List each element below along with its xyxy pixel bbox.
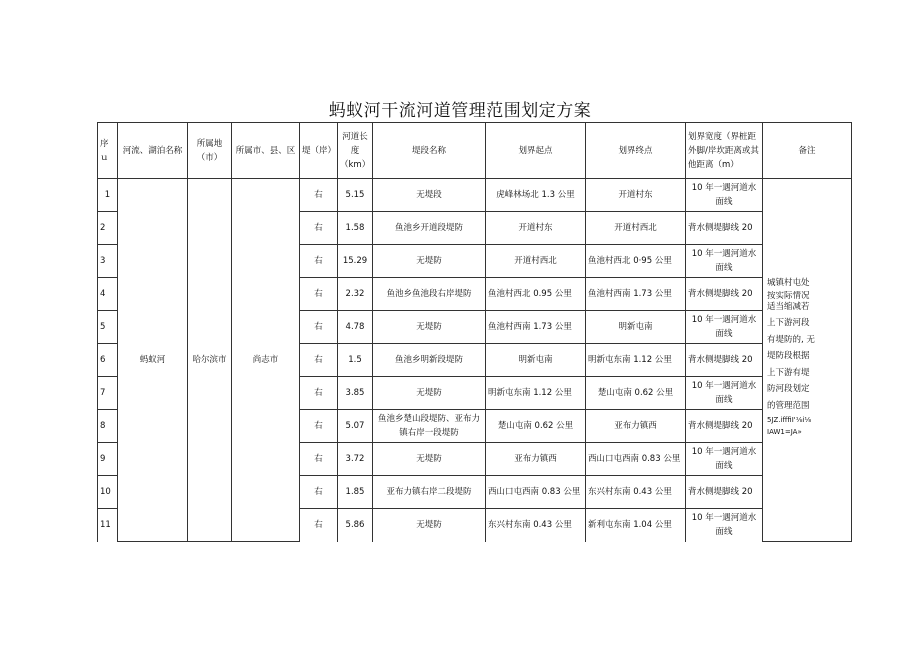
row-width: 背水侧堤脚线 20 [686,278,763,311]
row-end: 新利屯东南 1.04 公里 [586,509,686,542]
remark-line: 上下游有堤 [767,367,810,378]
row-length: 1.5 [338,344,373,377]
row-embankment: 无堤防 [373,443,486,476]
row-seq: 7 [98,377,118,410]
header-county: 所属市、县、区 [232,123,300,179]
row-end: 明新屯南 [586,311,686,344]
row-length: 4.78 [338,311,373,344]
row-end: 西山口屯西南 0.83 公里 [586,443,686,476]
remark-line: IAW1=JA» [767,428,802,436]
row-length: 5.86 [338,509,373,542]
remark-line: 的管理范围 [767,400,810,411]
row-embankment: 鱼池乡开道段堤防 [373,212,486,245]
row-start: 鱼池村西南 1.73 公里 [486,311,586,344]
row-bank: 右 [300,509,338,542]
remark-line: 防河段划定 [767,384,810,394]
row-end: 亚布力镇西 [586,410,686,443]
row-end: 楚山屯南 0.62 公里 [586,377,686,410]
row-length: 3.85 [338,377,373,410]
city-cell: 哈尔滨市 [188,179,232,542]
row-length: 3.72 [338,443,373,476]
row-bank: 右 [300,443,338,476]
row-length: 5.15 [338,179,373,212]
table-row [98,179,852,212]
row-width: 10 年一遇河道水面线 [686,509,763,542]
row-start: 西山口屯西南 0.83 公里 [486,476,586,509]
row-seq: 4 [98,278,118,311]
row-start: 明新屯南 [486,344,586,377]
row-embankment: 鱼池乡明新段堤防 [373,344,486,377]
row-embankment: 无堤防 [373,311,486,344]
row-length: 1.85 [338,476,373,509]
row-bank: 右 [300,245,338,278]
row-bank: 右 [300,212,338,245]
row-start: 楚山屯南 0.62 公里 [486,410,586,443]
row-width: 10 年一遇河道水面线 [686,245,763,278]
row-bank: 右 [300,410,338,443]
row-embankment: 无堤防 [373,245,486,278]
row-start: 明新屯东南 1.12 公里 [486,377,586,410]
row-seq: 9 [98,443,118,476]
row-seq: 11 [98,509,118,542]
remark-line: 堤防段根据 [767,351,810,361]
row-seq: 3 [98,245,118,278]
row-seq: 6 [98,344,118,377]
row-bank: 右 [300,278,338,311]
row-bank: 右 [300,311,338,344]
header-embankment: 堤段名称 [373,123,486,179]
row-length: 1.58 [338,212,373,245]
header-seq: 序ｕ [98,123,118,179]
header-start: 划界起点 [486,123,586,179]
row-seq: 1 [98,179,118,212]
header-bank: 堤（岸） [300,123,338,179]
row-embankment: 鱼池乡楚山段堤防、亚布力镇右岸一段堤防 [373,410,486,443]
row-start: 虎峰林场北 1.3 公里 [486,179,586,212]
row-length: 2.32 [338,278,373,311]
header-city: 所属地（市） [188,123,232,179]
row-bank: 右 [300,476,338,509]
row-length: 5.07 [338,410,373,443]
remark-line: 城镇村屯处 [767,278,810,288]
row-width: 背水侧堤脚线 20 [686,344,763,377]
row-seq: 8 [98,410,118,443]
row-width: 10 年一遇河道水面线 [686,179,763,212]
header-end: 划界终点 [586,123,686,179]
row-end: 鱼池村西北 0·95 公里 [586,245,686,278]
row-start: 鱼池村西北 0.95 公里 [486,278,586,311]
row-embankment: 鱼池乡鱼池段右岸堤防 [373,278,486,311]
table-header-row [98,123,852,179]
row-width: 10 年一遇河道水面线 [686,443,763,476]
row-start: 开道村东 [486,212,586,245]
header-width: 划界宽度（界桩距外脚/岸坎距离或其他距离（m） [686,123,763,179]
row-embankment: 无堤防 [373,377,486,410]
row-end: 鱼池村西南 1.73 公里 [586,278,686,311]
county-cell: 尚志市 [232,179,300,542]
remark-line: 5JZ.ifffiI'⅛i⅛ [767,416,812,424]
row-end: 明新屯东南 1.12 公里 [586,344,686,377]
row-width: 10 年一遇河道水面线 [686,377,763,410]
row-width: 背水侧堤脚线 20 [686,212,763,245]
remark-line: 上下游河段 [767,318,810,328]
remark-line: 适当缩减若 [767,301,810,312]
header-remark: 备注 [763,123,852,179]
river-name-cell: 蚂蚁河 [118,179,188,542]
row-seq: 5 [98,311,118,344]
page-title: 蚂蚁河干流河道管理范围划定方案 [328,101,592,121]
row-embankment: 无堤防 [373,509,486,542]
row-end: 开道村东 [586,179,686,212]
management-scope-table [97,122,852,542]
row-end: 开道村西北 [586,212,686,245]
row-bank: 右 [300,377,338,410]
header-river: 河流、湖泊名称 [118,123,188,179]
row-bank: 右 [300,344,338,377]
remark-line: 有堤防的, 无 [767,334,815,345]
row-start: 亚布力镇西 [486,443,586,476]
row-end: 东兴村东南 0.43 公里 [586,476,686,509]
remark-cell [763,179,852,542]
remark-line: 按实际情况 [767,290,810,299]
row-width: 背水侧堤脚线 20 [686,476,763,509]
row-bank: 右 [300,179,338,212]
row-start: 东兴村东南 0.43 公里 [486,509,586,542]
row-width: 10 年一遇河道水面线 [686,311,763,344]
row-seq: 2 [98,212,118,245]
row-embankment: 亚布力镇右岸二段堤防 [373,476,486,509]
row-length: 15.29 [338,245,373,278]
row-start: 开道村西北 [486,245,586,278]
row-embankment: 无堤段 [373,179,486,212]
row-seq: 10 [98,476,118,509]
header-length: 河道长度（km） [338,123,373,179]
row-width: 背水侧堤脚线 20 [686,410,763,443]
